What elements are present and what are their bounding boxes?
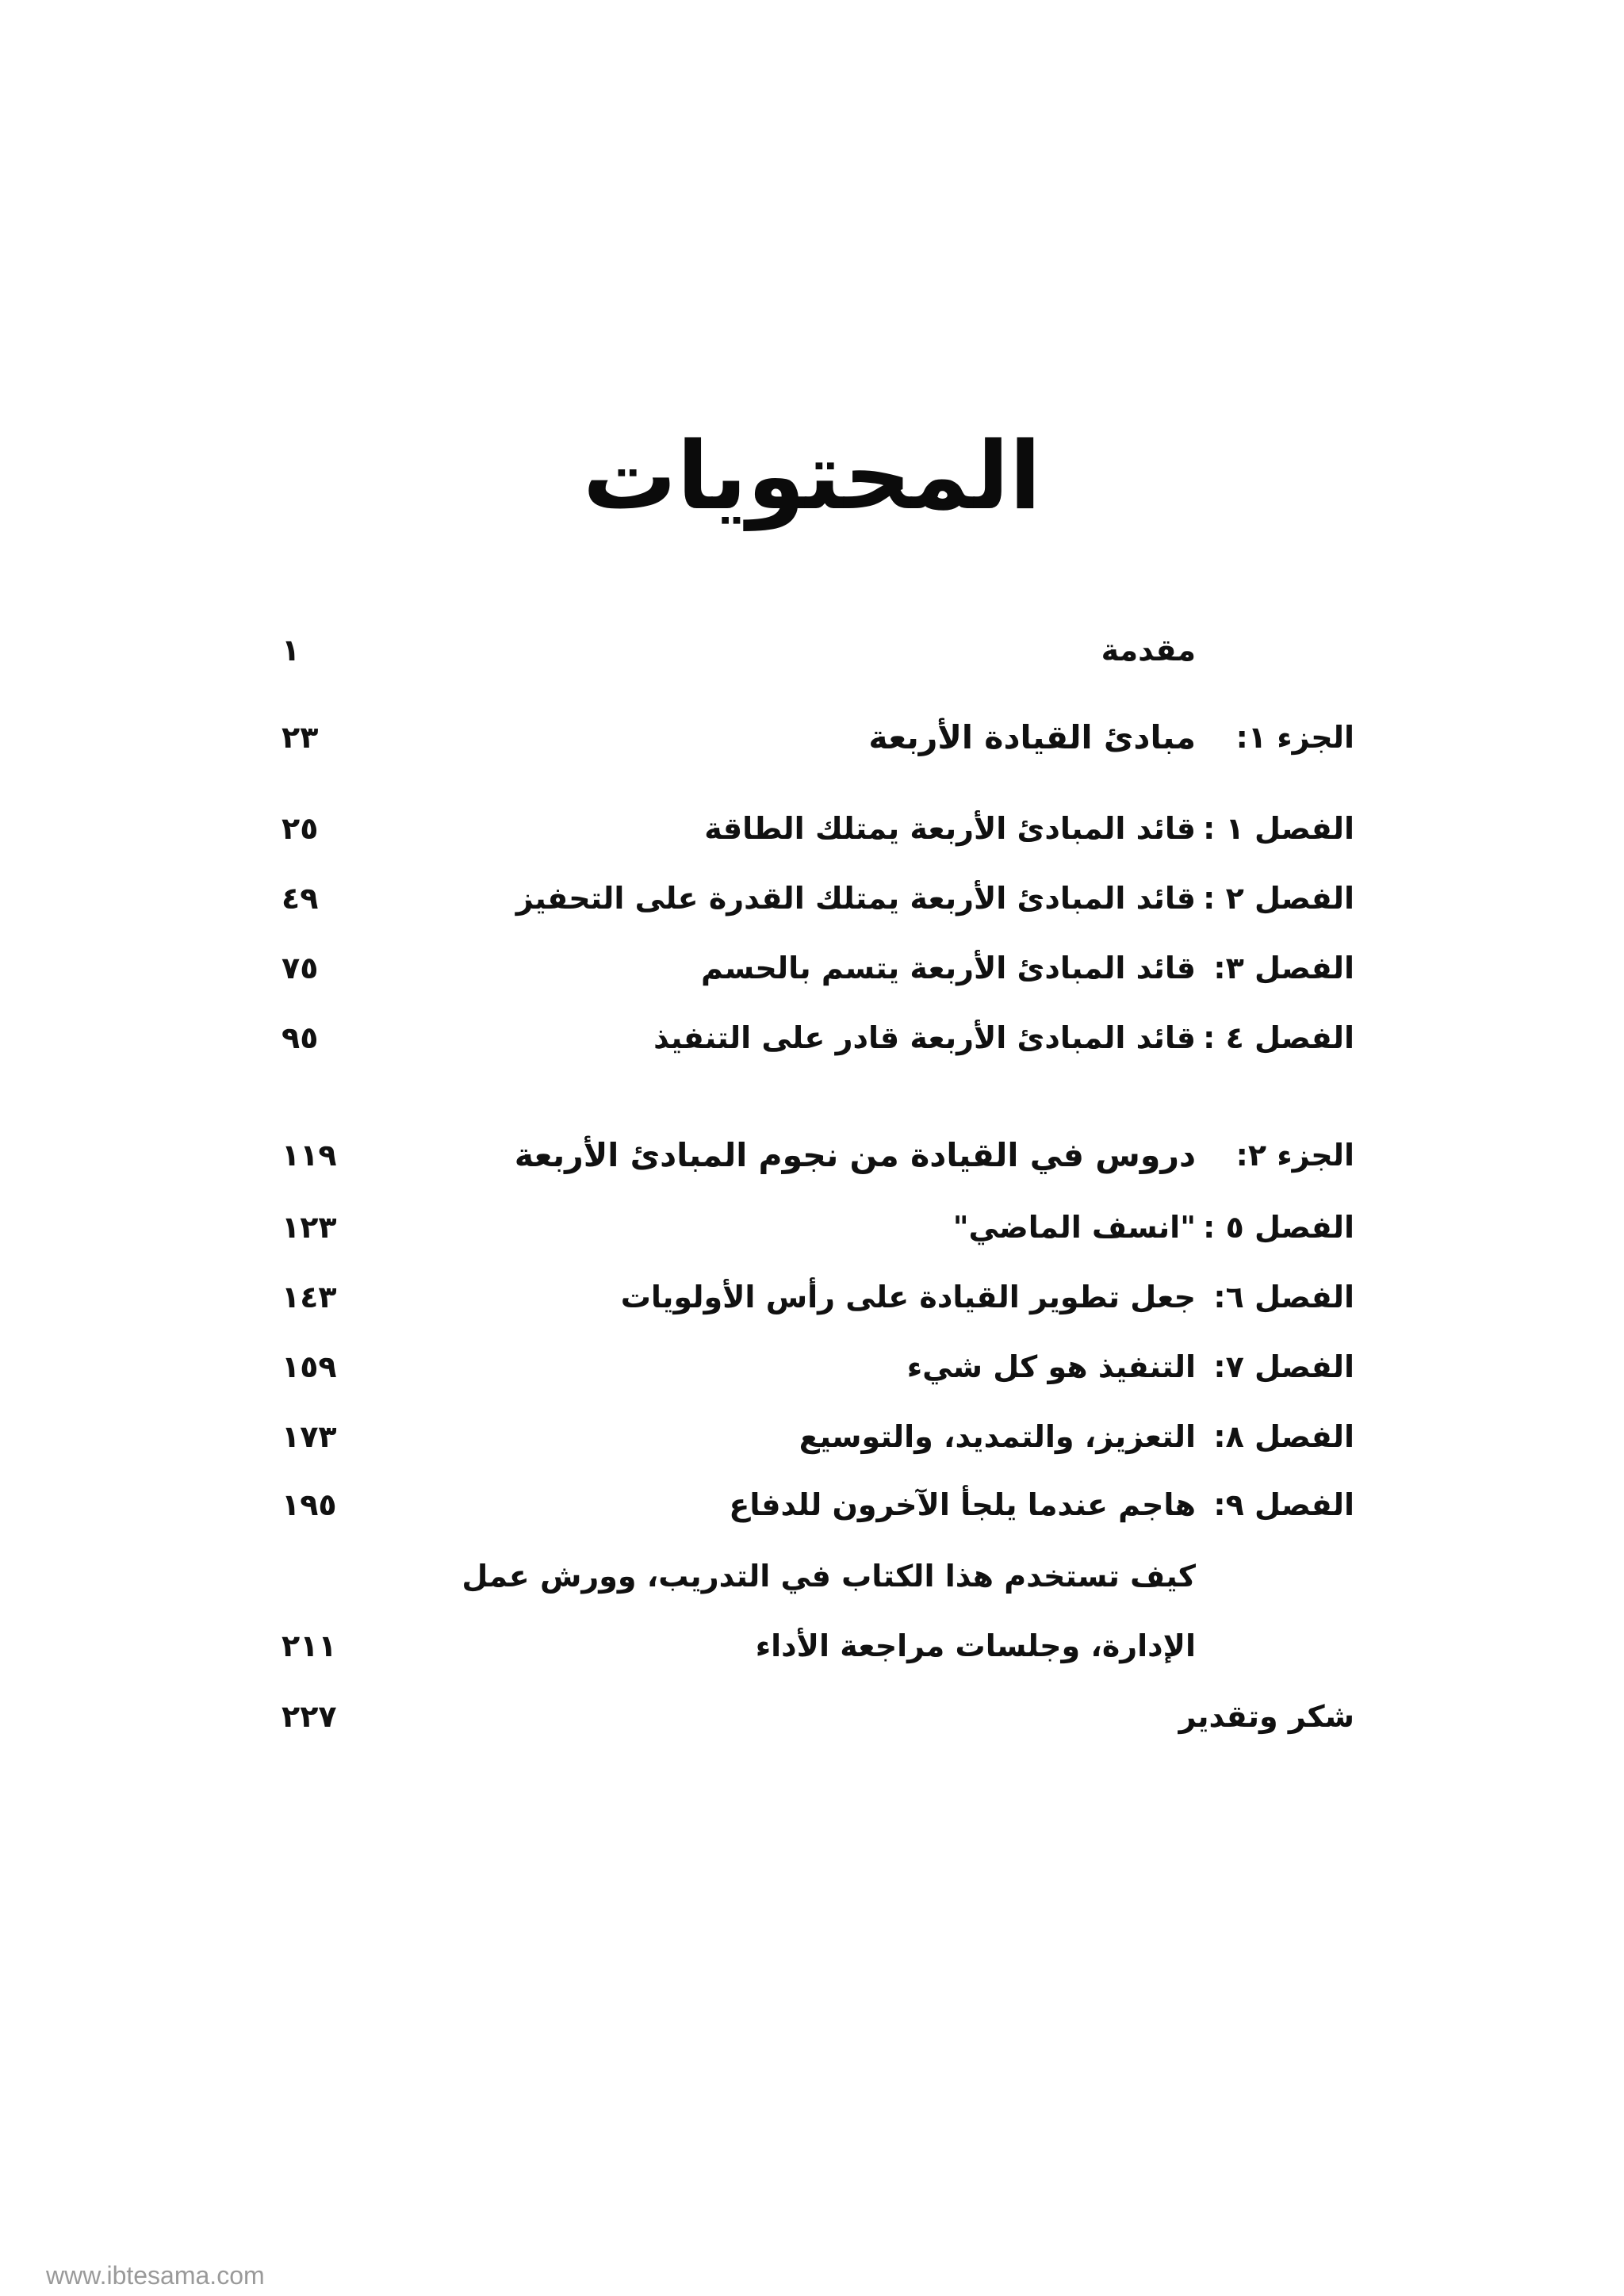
toc-chapter-title: هاجم عندما يلجأ الآخرون للدفاع bbox=[729, 1487, 1196, 1522]
toc-entry-acknowledgements bbox=[0, 1689, 1624, 1744]
toc-part-title: دروس في القيادة من نجوم المبادئ الأربعة bbox=[514, 1136, 1196, 1174]
toc-entry-intro bbox=[0, 622, 1624, 678]
toc-part-title: مبادئ القيادة الأربعة bbox=[868, 718, 1196, 756]
toc-page-number: ١١٩ bbox=[282, 1138, 337, 1173]
toc-chapter-6 bbox=[0, 1269, 1624, 1325]
toc-chapter-label: الفصل ٣: bbox=[1213, 951, 1354, 985]
toc-entry-training-line-1 bbox=[0, 1548, 1624, 1604]
toc-chapter-label: الفصل ٦: bbox=[1213, 1280, 1354, 1314]
toc-part-1 bbox=[0, 710, 1624, 765]
toc-chapter-title: قائد المبادئ الأربعة يتسم بالحسم bbox=[700, 951, 1196, 985]
toc-page-number: ١٧٣ bbox=[282, 1419, 337, 1454]
toc-part-2 bbox=[0, 1127, 1624, 1183]
toc-chapter-4 bbox=[0, 1010, 1624, 1066]
toc-page-number: ٢٥ bbox=[282, 811, 319, 846]
toc-chapter-label: الفصل ١ : bbox=[1203, 811, 1354, 846]
toc-chapter-title: "انسف الماضي" bbox=[952, 1210, 1196, 1245]
toc-page-number: ٢١١ bbox=[282, 1628, 337, 1663]
toc-page-number: ١ bbox=[282, 633, 301, 668]
toc-chapter-label: الفصل ٤ : bbox=[1203, 1020, 1354, 1055]
toc-chapter-2 bbox=[0, 871, 1624, 926]
toc-chapter-5 bbox=[0, 1200, 1624, 1255]
toc-chapter-title: التعزيز، والتمديد، والتوسيع bbox=[799, 1419, 1196, 1454]
toc-page-number: ٧٥ bbox=[282, 951, 319, 985]
toc-chapter-7 bbox=[0, 1339, 1624, 1395]
toc-page-number: ١٤٣ bbox=[282, 1280, 337, 1314]
toc-chapter-title: قائد المبادئ الأربعة يمتلك القدرة على التحفيز bbox=[515, 881, 1196, 916]
toc-chapter-9 bbox=[0, 1477, 1624, 1533]
toc-part-label: الجزء ١: bbox=[1235, 720, 1354, 755]
toc-page-number: ٢٢٧ bbox=[282, 1699, 337, 1734]
toc-page-number: ١٢٣ bbox=[282, 1210, 337, 1245]
toc-entry-title: مقدمة bbox=[1101, 633, 1196, 668]
toc-page-number: ٩٥ bbox=[282, 1020, 319, 1055]
toc-chapter-title: قائد المبادئ الأربعة يمتلك الطاقة bbox=[704, 811, 1196, 846]
toc-chapter-label: الفصل ٢ : bbox=[1203, 881, 1354, 916]
toc-chapter-8 bbox=[0, 1409, 1624, 1464]
toc-page-number: ٢٣ bbox=[282, 720, 319, 755]
toc-entry-title-continued: الإدارة، وجلسات مراجعة الأداء bbox=[755, 1628, 1196, 1663]
toc-entry-training-line-2 bbox=[0, 1618, 1624, 1674]
toc-chapter-label: الفصل ٧: bbox=[1213, 1349, 1354, 1384]
toc-entry-title: كيف تستخدم هذا الكتاب في التدريب، وورش عمل bbox=[462, 1559, 1196, 1594]
toc-chapter-3 bbox=[0, 940, 1624, 996]
toc-chapter-title: جعل تطوير القيادة على رأس الأولويات bbox=[620, 1280, 1196, 1314]
page-title: المحتويات bbox=[582, 421, 1042, 530]
toc-chapter-1 bbox=[0, 801, 1624, 856]
watermark-url: www.ibtesama.com bbox=[46, 2261, 265, 2290]
toc-chapter-label: الفصل ٥ : bbox=[1203, 1210, 1354, 1245]
toc-page-number: ٤٩ bbox=[282, 881, 319, 916]
toc-part-label: الجزء ٢: bbox=[1235, 1138, 1354, 1173]
toc-chapter-label: الفصل ٨: bbox=[1213, 1419, 1354, 1454]
toc-page-number: ١٥٩ bbox=[282, 1349, 337, 1384]
toc-chapter-title: قائد المبادئ الأربعة قادر على التنفيذ bbox=[653, 1020, 1196, 1055]
toc-entry-title: شكر وتقدير bbox=[1178, 1699, 1354, 1734]
toc-chapter-title: التنفيذ هو كل شيء bbox=[906, 1349, 1196, 1384]
toc-page-number: ١٩٥ bbox=[282, 1487, 337, 1522]
toc-chapter-label: الفصل ٩: bbox=[1213, 1487, 1354, 1522]
